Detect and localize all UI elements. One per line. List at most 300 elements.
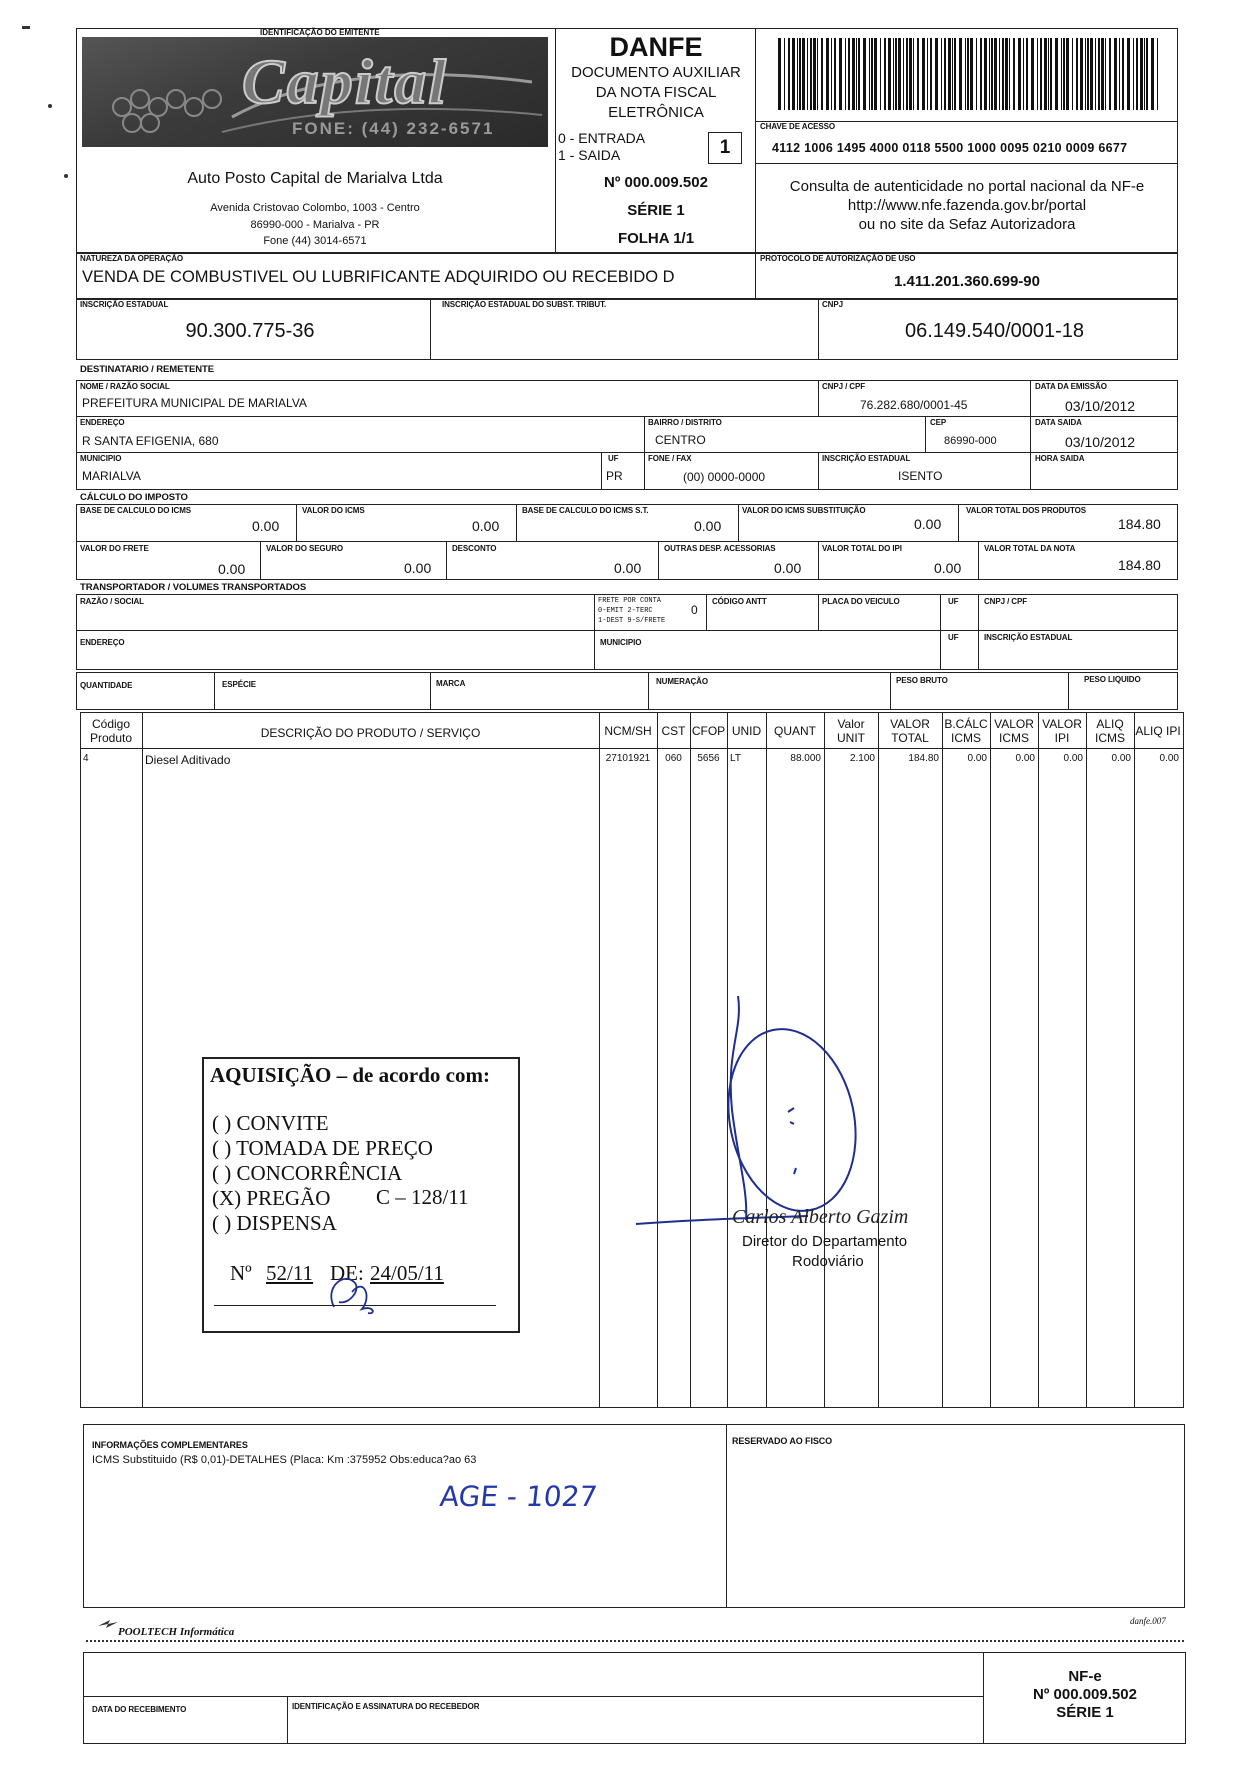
table-cell: 0.00 [1015, 753, 1035, 764]
recipient-cnpj-cell [818, 380, 819, 416]
danfe-code: danfe.007 [1130, 1616, 1166, 1626]
transport-divider [76, 630, 1178, 631]
exit-date-label: DATA SAIDA [1035, 418, 1082, 427]
barcode-bar [980, 38, 982, 110]
barcode-bar [1105, 38, 1106, 110]
consult-line1: Consulta de autenticidade no portal nacional da NF-e [789, 178, 1145, 195]
total-note-cell [978, 541, 979, 580]
barcode-bar [984, 38, 987, 110]
column-header: NCM/SH [604, 724, 652, 738]
barcode-bar [970, 38, 973, 110]
barcode-bar [1002, 38, 1004, 110]
brand-cell [430, 672, 431, 710]
stamp-option-pregao: (X) PREGÃO [212, 1186, 331, 1210]
recipient-address: R SANTA EFIGENIA, 680 [82, 434, 219, 448]
icms-st-label: VALOR DO ICMS SUBSTITUIÇÃO [742, 506, 866, 515]
barcode-bar [863, 38, 866, 110]
barcode-bar [1098, 38, 1100, 110]
recipient-name-label: NOME / RAZÃO SOCIAL [80, 382, 170, 391]
icms-st-value: 0.00 [914, 516, 942, 532]
barcode-bar [1013, 38, 1015, 110]
table-cell: 184.80 [908, 753, 939, 764]
recipient-divider1 [76, 416, 1178, 417]
freight-by-cell [594, 594, 595, 630]
cnpj-value: 06.149.540/0001-18 [905, 320, 1085, 342]
column-header: Valor UNIT [837, 717, 865, 745]
issuer-name: Auto Posto Capital de Marialva Ltda [187, 170, 443, 187]
barcode-bar [1109, 38, 1111, 110]
issuer-section-label: IDENTIFICAÇÃO DO EMITENTE [260, 28, 380, 37]
barcode-bar [1140, 38, 1143, 110]
barcode-bar [1040, 38, 1042, 110]
barcode-bar [848, 38, 850, 110]
column-header: ALIQ IPI [1135, 724, 1181, 738]
barcode-bar [852, 38, 855, 110]
ie-label: INSCRIÇÃO ESTADUAL [80, 300, 169, 309]
barcode-bar [1031, 38, 1034, 110]
barcode-bar [788, 38, 790, 110]
plate-cell [818, 594, 819, 630]
barcode-bar [1146, 38, 1148, 110]
column-line [599, 712, 600, 1408]
freight-value: 0.00 [218, 561, 246, 577]
emission-value: 03/10/2012 [1065, 398, 1136, 414]
transport-section-label: TRANSPORTADOR / VOLUMES TRANSPORTADOS [80, 582, 307, 593]
issuer-address1: Avenida Cristovao Colombo, 1003 - Centro [210, 202, 420, 214]
base-icms-label: BASE DE CALCULO DO ICMS [80, 506, 192, 515]
receipt-nfe-series: SÉRIE 1 [1056, 1704, 1114, 1721]
table-cell: Diesel Aditivado [145, 753, 231, 767]
barcode-bar [959, 38, 962, 110]
cnpj-label: CNPJ [822, 300, 843, 309]
barcode-bar [893, 38, 894, 110]
freight-by-label3: 1-DEST 9-S/FRETE [598, 617, 666, 625]
table-cell: 4 [83, 753, 89, 764]
barcode-bar [797, 38, 798, 110]
barcode-bar [967, 38, 969, 110]
net-label: PESO LIQUIDO [1084, 675, 1141, 684]
barcode-bar [871, 38, 873, 110]
freight-by-value: 0 [691, 603, 698, 617]
exit-date-value: 03/10/2012 [1065, 434, 1136, 450]
stamp-option-convite: ( ) CONVITE [212, 1111, 329, 1135]
barcode-bar [1063, 38, 1065, 110]
recipient-cnpj-label: CNPJ / CPF [822, 382, 866, 391]
column-header: Código Produto [89, 717, 133, 745]
handwritten-ref: AGE - 1027 [438, 1480, 599, 1513]
transport-address-label: ENDEREÇO [80, 638, 125, 647]
danfe-entry: 0 - ENTRADA [558, 130, 646, 146]
barcode-bar [909, 38, 912, 110]
access-key: 4112 1006 1495 4000 0118 5500 1000 0095 0210 0009 6677 [772, 141, 1128, 155]
tax-divider [76, 541, 1178, 542]
barcode-bar [948, 38, 951, 110]
district-cell [644, 416, 645, 452]
exit-time-label: HORA SAIDA [1035, 454, 1085, 463]
gross-cell [890, 672, 891, 710]
danfe-series: SÉRIE 1 [627, 202, 685, 219]
table-cell: 27101921 [605, 753, 651, 764]
barcode-bar [1144, 38, 1145, 110]
logo-text: Capital [242, 46, 449, 117]
transport-city-cell [594, 630, 595, 670]
danfe-type-box: 1 [708, 132, 742, 164]
barcode-bar [944, 38, 946, 110]
ie-st-label: INSCRIÇÃO ESTADUAL DO SUBST. TRIBUT. [442, 300, 607, 309]
city-label: MUNICIPIO [80, 454, 122, 463]
transport-uf-cell [940, 594, 941, 670]
transport-cnpj-cell [978, 594, 979, 670]
barcode-bar [1023, 38, 1024, 110]
barcode-bar [991, 38, 993, 110]
info-label: INFORMAÇÕES COMPLEMENTARES [92, 1440, 248, 1450]
city-value: MARIALVA [82, 469, 141, 483]
receipt-sign-cell [287, 1696, 288, 1744]
consult-line2: http://www.nfe.fazenda.gov.br/portal [847, 197, 1087, 214]
other-cell [658, 541, 659, 580]
rec-ie-cell [818, 452, 819, 490]
protocol-label: PROTOCOLO DE AUTORIZAÇÃO DE USO [760, 254, 916, 263]
stamp-number-prefix: Nº [230, 1261, 252, 1285]
barcode-bar [792, 38, 795, 110]
cep-label: CEP [930, 418, 947, 427]
discount-value: 0.00 [614, 560, 642, 576]
barcode-bar [898, 38, 901, 110]
column-header: B.CÁLC ICMS [944, 717, 988, 745]
barcode-bar [1087, 38, 1089, 110]
barcode-bar [965, 38, 966, 110]
barcode-bar [927, 38, 928, 110]
uf-cell [601, 452, 602, 490]
table-cell: 0.00 [1159, 753, 1179, 764]
cep-cell [925, 416, 926, 452]
barcode-bar [1095, 38, 1096, 110]
barcode-bar [895, 38, 897, 110]
icms-st-cell [738, 504, 739, 541]
column-header: VALOR TOTAL [890, 717, 930, 745]
barcode-bar [1005, 38, 1008, 110]
barcode-bar [1061, 38, 1062, 110]
access-key-label: CHAVE DE ACESSO [760, 122, 835, 131]
stamp-option-dispensa: ( ) DISPENSA [212, 1211, 337, 1235]
receipt-date-label: DATA DO RECEBIMENTO [92, 1705, 187, 1714]
barcode-bar [1009, 38, 1010, 110]
barcode-bar [817, 38, 818, 110]
table-cell: 060 [665, 753, 682, 764]
scan-mark [48, 104, 52, 108]
recipient-address-label: ENDEREÇO [80, 418, 125, 427]
transport-cnpj-label: CNPJ / CPF [984, 597, 1028, 606]
gross-label: PESO BRUTO [896, 676, 948, 685]
column-line [1134, 712, 1135, 1408]
base-icms-value: 0.00 [252, 518, 280, 534]
barcode-bar [799, 38, 801, 110]
danfe-subtitle1: DOCUMENTO AUXILIAR [571, 64, 741, 81]
danfe-number: Nº 000.009.502 [604, 174, 708, 191]
column-line [990, 712, 991, 1408]
ie-value: 90.300.775-36 [185, 320, 315, 342]
initials-signature [324, 1267, 384, 1317]
stamp-date-prefix: DE: [330, 1261, 364, 1285]
issuer-logo [82, 37, 548, 147]
emission-label: DATA DA EMISSÃO [1035, 382, 1107, 391]
barcode-bar [913, 38, 914, 110]
info-value: ICMS Substituido (R$ 0,01)-DETALHES (Placa: Km :375952 Obs:educa?ao 63 [92, 1454, 477, 1466]
net-cell [1068, 672, 1069, 710]
uf-value: PR [606, 469, 623, 483]
fisco-label: RESERVADO AO FISCO [732, 1436, 833, 1446]
phone-value: (00) 0000-0000 [683, 470, 766, 484]
barcode-bar [989, 38, 990, 110]
freight-label: VALOR DO FRETE [80, 544, 149, 553]
column-header: DESCRIÇÃO DO PRODUTO / SERVIÇO [260, 726, 481, 740]
products-header-divider [80, 748, 1184, 749]
barcode-bar [834, 38, 836, 110]
insurance-label: VALOR DO SEGURO [266, 544, 344, 553]
receipt-divider [83, 1696, 983, 1697]
barcode-bar [994, 38, 997, 110]
danfe-subtitle2: DA NOTA FISCAL [595, 84, 717, 101]
emission-cell [1030, 380, 1031, 490]
column-line [142, 748, 143, 1408]
total-note-label: VALOR TOTAL DA NOTA [984, 544, 1076, 553]
transport-uf-label: UF [948, 597, 959, 606]
barcode-bar [1055, 38, 1058, 110]
stamp-option-tomada: ( ) TOMADA DE PREÇO [212, 1136, 433, 1160]
district-value: CENTRO [655, 433, 706, 447]
barcode-bar [1119, 38, 1120, 110]
barcode-bar [1122, 38, 1124, 110]
cnpj-cell [818, 298, 819, 360]
barcode-bar [976, 38, 977, 110]
barcode-bar [1072, 38, 1073, 110]
barcode-bar [856, 38, 857, 110]
species-label: ESPÉCIE [222, 680, 256, 689]
barcode-bar [954, 38, 956, 110]
table-cell: LT [730, 753, 741, 764]
barcode-bar [935, 38, 938, 110]
column-header: CFOP [691, 724, 726, 738]
numbering-cell [648, 672, 649, 710]
transport-uf2-label: UF [948, 633, 959, 642]
barcode-bar [880, 38, 881, 110]
barcode-bar [1050, 38, 1052, 110]
discount-cell [446, 541, 447, 580]
issuer-address2: 86990-000 - Marialva - PR [250, 219, 380, 231]
fisco-cell [726, 1424, 727, 1608]
recipient-divider2 [76, 452, 1178, 453]
signatory-name: Carlos Alberto Gazim [732, 1206, 909, 1228]
scan-mark [64, 174, 68, 178]
barcode [778, 38, 1160, 110]
icms-label: VALOR DO ICMS [302, 506, 365, 515]
receipt-nfe: NF-e [1068, 1668, 1102, 1685]
logo-phone: FONE: (44) 232-6571 [292, 119, 495, 138]
receipt-sign-label: IDENTIFICAÇÃO E ASSINATURA DO RECEBEDOR [292, 1702, 480, 1711]
receipt-nfe-number: Nº 000.009.502 [1033, 1686, 1137, 1703]
table-cell: 88.000 [790, 753, 821, 764]
issuer-phone: Fone (44) 3014-6571 [263, 235, 367, 247]
icms-cell [296, 504, 297, 541]
barcode-bar [839, 38, 842, 110]
barcode-bar [810, 38, 812, 110]
plate-label: PLACA DO VEICULO [822, 597, 900, 606]
cep-value: 86990-000 [944, 435, 997, 447]
consult-line3: ou no site da Sefaz Autorizadora [858, 216, 1076, 233]
ipi-cell [818, 541, 819, 580]
phone-cell [644, 452, 645, 490]
stamp-option-concorrencia: ( ) CONCORRÊNCIA [212, 1161, 403, 1185]
other-label: OUTRAS DESP. ACESSORIAS [664, 544, 776, 553]
ie-st-cell [430, 298, 431, 360]
district-label: BAIRRO / DISTRITO [648, 418, 722, 427]
column-header: CST [661, 724, 686, 738]
phone-label: FONE / FAX [648, 454, 692, 463]
barcode-bar [999, 38, 1000, 110]
barcode-bar [858, 38, 860, 110]
danfe-title: DANFE [609, 32, 703, 62]
recipient-cnpj: 76.282.680/0001-45 [860, 398, 968, 412]
danfe-sheet: FOLHA 1/1 [617, 230, 695, 247]
barcode-bar [1151, 38, 1154, 110]
acquisition-stamp [202, 1057, 520, 1333]
barcode-bar [1076, 38, 1078, 110]
table-cell: 2.100 [849, 753, 875, 764]
discount-label: DESCONTO [452, 544, 497, 553]
recipient-name: PREFEITURA MUNICIPAL DE MARIALVA [82, 396, 307, 410]
stamp-title: AQUISIÇÃO – de acordo com: [210, 1063, 490, 1087]
antt-cell [706, 594, 707, 630]
nature-label: NATUREZA DA OPERAÇÃO [80, 254, 184, 263]
total-note-value: 184.80 [1118, 557, 1161, 573]
freight-by-label2: 0-EMIT 2-TERC [598, 607, 653, 615]
ipi-label: VALOR TOTAL DO IPI [822, 544, 902, 553]
uf-label: UF [608, 454, 619, 463]
barcode-bar [1114, 38, 1117, 110]
column-header: QUANT [774, 724, 816, 738]
signatory-role1: Diretor do Departamento [742, 1233, 908, 1250]
barcode-bar [941, 38, 942, 110]
protocol-value: 1.411.201.360.699-90 [894, 273, 1040, 290]
barcode-bar [813, 38, 816, 110]
icms-value: 0.00 [472, 518, 500, 534]
transport-ie-label: INSCRIÇÃO ESTADUAL [984, 633, 1073, 642]
stamp-number: 52/11 [266, 1261, 314, 1285]
column-line [1086, 712, 1087, 1408]
barcode-bar [888, 38, 891, 110]
volumes-frame [76, 672, 1178, 710]
total-products-value: 184.80 [1118, 516, 1161, 532]
tax-section-label: CÁLCULO DO IMPOSTO [80, 492, 188, 503]
barcode-bar [874, 38, 877, 110]
barcode-bar [1127, 38, 1130, 110]
barcode-bar [807, 38, 808, 110]
insurance-value: 0.00 [404, 560, 432, 576]
barcode-bar [1066, 38, 1069, 110]
column-line [942, 712, 943, 1408]
barcode-bar [906, 38, 908, 110]
ipi-value: 0.00 [934, 560, 962, 576]
recipient-section-label: DESTINATARIO / REMETENTE [80, 364, 214, 375]
signatory-role2: Rodoviário [792, 1253, 864, 1270]
dotted-cut-line [86, 1640, 1184, 1642]
stamp-date: 24/05/11 [370, 1261, 444, 1285]
barcode-bar [1136, 38, 1138, 110]
table-cell: 5656 [697, 753, 720, 764]
barcode-bar [784, 38, 785, 110]
scan-mark [22, 26, 30, 29]
danfe-subtitle3: ELETRÔNICA [608, 104, 704, 121]
barcode-bar [1157, 38, 1158, 110]
rec-ie-label: INSCRIÇÃO ESTADUAL [822, 454, 911, 463]
column-line [1038, 712, 1039, 1408]
barcode-bar [1048, 38, 1049, 110]
barcode-bar [802, 38, 805, 110]
base-st-label: BASE DE CALCULO DO ICMS S.T. [522, 506, 649, 515]
barcode-bar [826, 38, 829, 110]
table-cell: 0.00 [1111, 753, 1131, 764]
table-cell: 0.00 [967, 753, 987, 764]
base-st-cell [516, 504, 517, 541]
rec-ie-value: ISENTO [898, 469, 943, 483]
software-logo-icon [96, 1618, 120, 1630]
nature-value: VENDA DE COMBUSTIVEL OU LUBRIFICANTE ADQUIRIDO OU RECEBIDO D [82, 268, 675, 286]
brand-label: MARCA [436, 679, 466, 688]
insurance-cell [260, 541, 261, 580]
barcode-bar [903, 38, 904, 110]
column-header: VALOR IPI [1042, 717, 1082, 745]
barcode-bar [1044, 38, 1047, 110]
antt-label: CÓDIGO ANTT [712, 597, 767, 606]
column-header: VALOR ICMS [994, 717, 1034, 745]
barcode-bar [1085, 38, 1086, 110]
total-products-cell [958, 504, 959, 541]
transport-city-label: MUNICIPIO [600, 638, 642, 647]
freight-by-label1: FRETE POR CONTA [598, 597, 662, 605]
species-cell [214, 672, 215, 710]
barcode-bar [1018, 38, 1021, 110]
column-header: ALIQ ICMS [1095, 717, 1125, 745]
barcode-bar [1080, 38, 1083, 110]
barcode-bar [1101, 38, 1104, 110]
barcode-bar [778, 38, 781, 110]
qty-label: QUANTIDADE [80, 681, 133, 690]
total-products-label: VALOR TOTAL DOS PRODUTOS [966, 506, 1086, 515]
barcode-bar [922, 38, 925, 110]
other-value: 0.00 [774, 560, 802, 576]
stamp-pregao-ref: C – 128/11 [376, 1185, 469, 1209]
barcode-bar [884, 38, 886, 110]
barcode-bar [1026, 38, 1028, 110]
base-st-value: 0.00 [694, 518, 722, 534]
barcode-bar [831, 38, 832, 110]
barcode-bar [952, 38, 953, 110]
barcode-bar [1133, 38, 1134, 110]
barcode-bar [1037, 38, 1038, 110]
barcode-bar [1090, 38, 1093, 110]
numbering-label: NUMERAÇÃO [656, 677, 708, 686]
carrier-label: RAZÃO / SOCIAL [80, 597, 144, 606]
table-cell: 0.00 [1063, 753, 1083, 764]
barcode-bar [869, 38, 870, 110]
additional-frame [83, 1424, 1185, 1608]
software-name: POOLTECH Informática [118, 1626, 235, 1638]
barcode-bar [917, 38, 919, 110]
barcode-bar [845, 38, 846, 110]
column-header: UNID [731, 724, 762, 738]
barcode-bar [930, 38, 932, 110]
danfe-exit: 1 - SAIDA [558, 147, 621, 163]
